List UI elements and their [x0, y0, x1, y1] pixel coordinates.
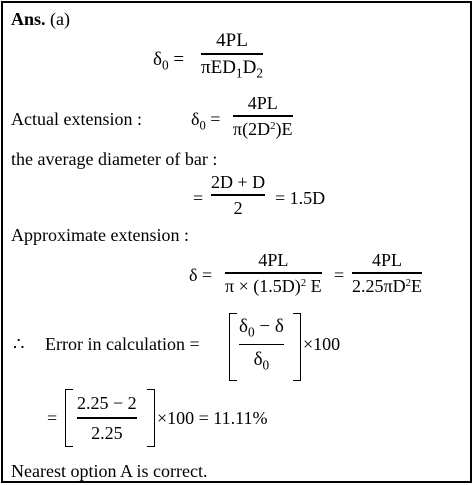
actual-lhs: $\delta_0$ = — [191, 109, 221, 133]
error-multiplier: ×100 — [303, 334, 341, 354]
error-fraction — [239, 317, 284, 372]
approx-denominator-1: $\pi \times (1.5D)^2$ E — [225, 275, 322, 296]
avg-fraction — [211, 173, 265, 217]
avg-equals: = — [193, 188, 204, 208]
approx-extension-label: Approximate extension : — [11, 225, 189, 245]
error2-fraction — [77, 394, 137, 442]
fraction-bar — [77, 417, 137, 419]
answer-box — [1, 1, 472, 483]
actual-denominator: $\pi(2D^2)E$ — [233, 118, 293, 139]
answer-part: (a) — [45, 9, 70, 29]
fraction-bar — [352, 272, 422, 274]
avg-numerator: 2D + D — [211, 172, 266, 192]
approx-denominator-2: $2.25\pi D^2E$ — [352, 275, 422, 296]
average-diameter-label: the average diameter of bar : — [11, 149, 218, 169]
left-bracket — [65, 389, 73, 447]
error2-numerator: 2.25 − 2 — [77, 393, 137, 413]
therefore-symbol: ∴ — [13, 334, 25, 354]
error-label: Error in calculation = — [45, 334, 200, 354]
fraction-bar — [225, 272, 322, 274]
error2-equals: = — [47, 408, 58, 428]
eq1-lhs — [153, 49, 184, 74]
approx-numerator-1: 4PL — [258, 250, 289, 270]
actual-extension-label: Actual extension : — [11, 109, 142, 129]
approx-equals-2: = — [334, 265, 345, 285]
actual-fraction — [233, 94, 293, 138]
right-bracket — [147, 389, 155, 447]
eq1-denominator: $\pi ED_1D_2$ — [201, 56, 263, 81]
delta-symbol: δ — [153, 49, 162, 70]
error-denominator: $\delta_0$ — [253, 349, 270, 374]
error2-denominator: 2.25 — [91, 422, 123, 443]
error-numerator: $\delta_0 - \delta$ — [239, 316, 284, 340]
avg-denominator: 2 — [233, 197, 243, 218]
left-bracket — [229, 313, 237, 381]
eq1-numerator: 4PL — [216, 30, 248, 51]
answer-heading — [11, 9, 70, 30]
error2-result: ×100 = 11.11% — [157, 408, 268, 428]
approx-fraction-1 — [225, 251, 322, 295]
conclusion-text: Nearest option A is correct. — [11, 461, 208, 481]
answer-label: Ans. — [11, 9, 46, 29]
fraction-bar — [201, 53, 263, 55]
actual-numerator: 4PL — [247, 93, 278, 113]
eq1-equals: = — [173, 49, 185, 70]
fraction-bar — [239, 344, 284, 346]
eq1-lhs-sub: 0 — [161, 57, 169, 73]
approx-lhs: δ = — [189, 265, 213, 285]
approx-fraction-2 — [352, 251, 422, 295]
approx-numerator-2: 4PL — [371, 250, 402, 270]
eq1-fraction — [201, 31, 263, 79]
avg-result: = 1.5D — [275, 188, 326, 208]
fraction-bar — [211, 194, 265, 196]
right-bracket — [293, 313, 301, 381]
fraction-bar — [233, 115, 293, 117]
